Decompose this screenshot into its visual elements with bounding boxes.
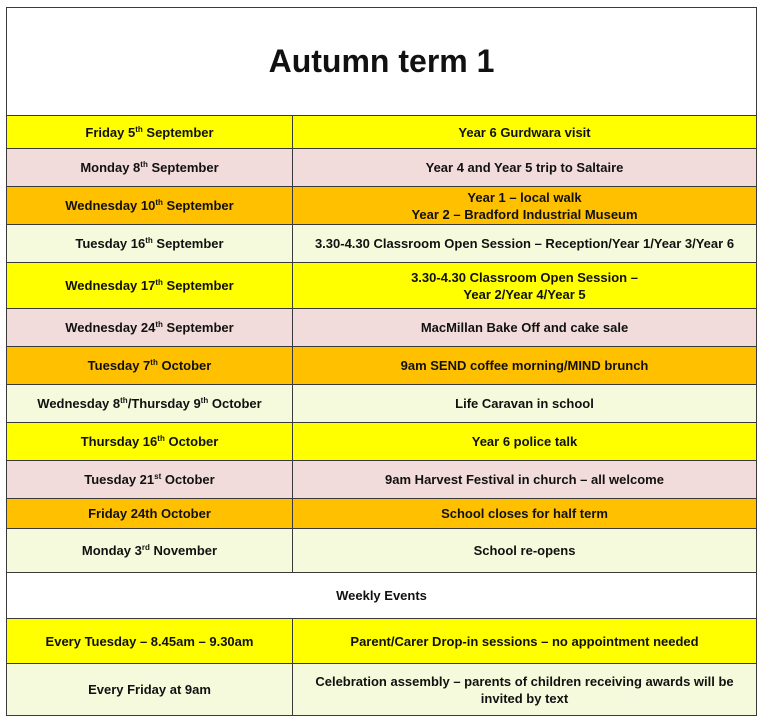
event-description: 3.30-4.30 Classroom Open Session – Reception/Year 1/Year 3/Year 6 <box>293 225 757 263</box>
event-description: 9am Harvest Festival in church – all welcome <box>293 461 757 499</box>
weekly-when: Every Tuesday – 8.45am – 9.30am <box>7 619 293 664</box>
event-description: Year 6 police talk <box>293 423 757 461</box>
event-description: School closes for half term <box>293 499 757 529</box>
event-date: Monday 3rd November <box>7 529 293 573</box>
event-date: Tuesday 16th September <box>7 225 293 263</box>
table-row <box>7 309 757 347</box>
table-row <box>7 116 757 149</box>
event-date: Friday 24th October <box>7 499 293 529</box>
table-row <box>7 385 757 423</box>
event-description: 3.30-4.30 Classroom Open Session – Year 2/Year 4/Year 5 <box>293 263 757 309</box>
events-table <box>6 7 757 716</box>
table-row <box>7 423 757 461</box>
table-row <box>7 263 757 309</box>
table-row <box>7 619 757 664</box>
event-date: Wednesday 8th/Thursday 9th October <box>7 385 293 423</box>
event-date: Thursday 16th October <box>7 423 293 461</box>
event-description: MacMillan Bake Off and cake sale <box>293 309 757 347</box>
event-description: Year 4 and Year 5 trip to Saltaire <box>293 149 757 187</box>
event-description: 9am SEND coffee morning/MIND brunch <box>293 347 757 385</box>
table-row <box>7 187 757 225</box>
title-row <box>7 8 757 116</box>
table-row <box>7 149 757 187</box>
event-description: School re-opens <box>293 529 757 573</box>
event-description: Year 6 Gurdwara visit <box>293 116 757 149</box>
event-date: Wednesday 24th September <box>7 309 293 347</box>
event-date: Tuesday 7th October <box>7 347 293 385</box>
weekly-heading-row <box>7 573 757 619</box>
weekly-events-heading: Weekly Events <box>7 573 757 619</box>
event-date: Wednesday 17th September <box>7 263 293 309</box>
page-title: Autumn term 1 <box>7 8 757 116</box>
table-row <box>7 347 757 385</box>
table-row <box>7 499 757 529</box>
table-row <box>7 225 757 263</box>
event-date: Monday 8th September <box>7 149 293 187</box>
event-date: Tuesday 21st October <box>7 461 293 499</box>
weekly-when: Every Friday at 9am <box>7 664 293 716</box>
event-date: Friday 5th September <box>7 116 293 149</box>
table-row <box>7 529 757 573</box>
event-description: Life Caravan in school <box>293 385 757 423</box>
weekly-description: Parent/Carer Drop-in sessions – no appointment needed <box>293 619 757 664</box>
table-row <box>7 664 757 716</box>
event-description: Year 1 – local walk Year 2 – Bradford Industrial Museum <box>293 187 757 225</box>
weekly-description: Celebration assembly – parents of children receiving awards will be invited by text <box>293 664 757 716</box>
event-date: Wednesday 10th September <box>7 187 293 225</box>
table-row <box>7 461 757 499</box>
